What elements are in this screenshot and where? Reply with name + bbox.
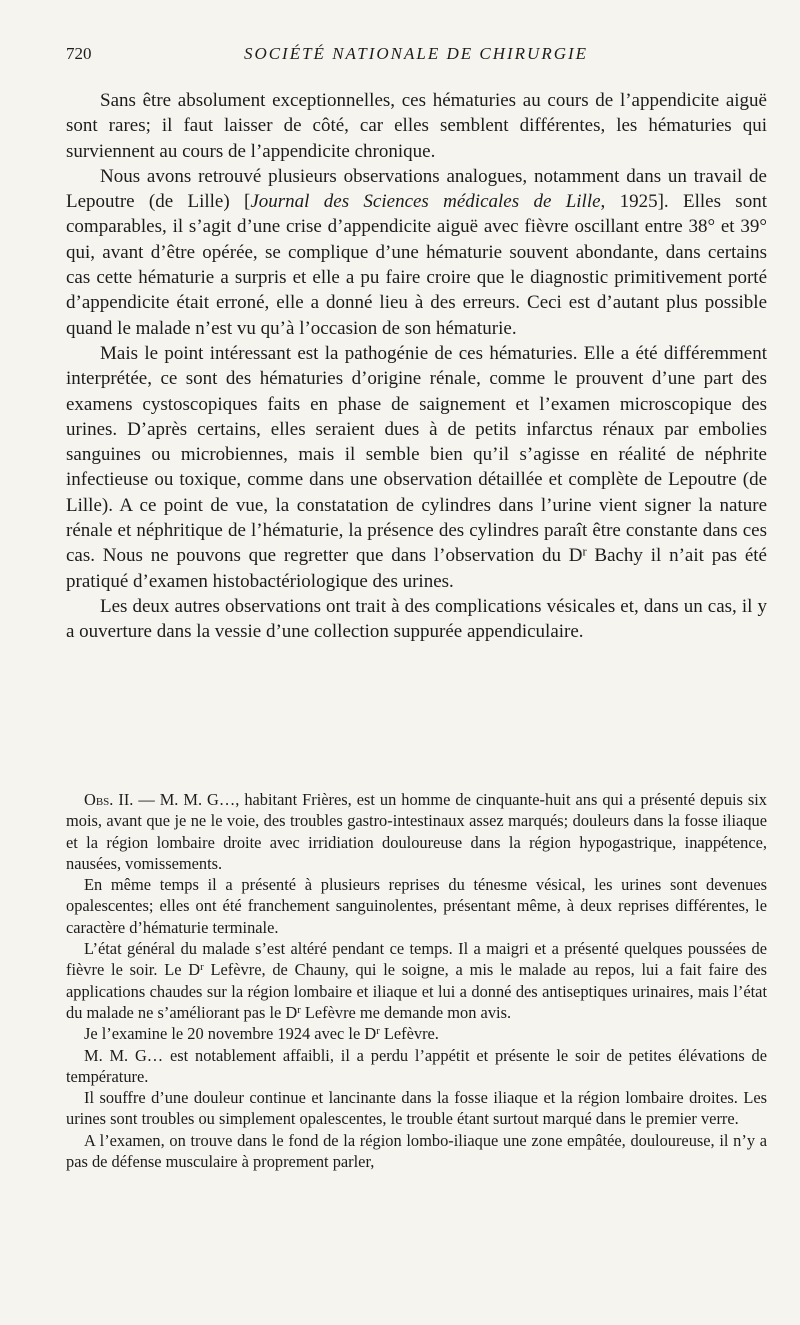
obs-paragraph-3: L’état général du malade s’est altéré pendant ce temps. Il a maigri et a présenté quelques poussées de fièvre le soir. Le $D^r$ Lefèvre, de Chauny, qui le soigne, a mis le malade au repos, lui a fait faire des applications chaudes sur la région lombaire et iliaque et lui a donné des antiseptiques urinaires, mais l’état du malade ne s’améliorant pas le $D^r$ Lefèvre me demande mon avis. — [66, 939, 767, 1022]
obs-paragraph-1: Obs. II. — M. M. G…, habitant Frières, est un homme de cinquante-huit ans qui a présenté depuis six mois, avant que je ne le voie, des troubles gastro-intestinaux assez marqués; douleurs dans la fosse iliaque et la région lombaire droite avec irridiation douloureuse dans la région hypogastrique, inappétence, nausées, vomissements. — [66, 790, 767, 873]
obs-paragraph-2: En même temps il a présenté à plusieurs reprises du ténesme vésical, les urines sont devenues opalescentes; elles ont été franchement sanguinolentes, présentant même, à deux reprises différentes, le caractère d’hématurie terminale. — [66, 875, 767, 937]
running-title: SOCIÉTÉ NATIONALE DE CHIRURGIE — [243, 44, 589, 63]
paragraph-1: Sans être absolument exceptionnelles, ces hématuries au cours de l’appendicite aiguë sont rares; il faut laisser de côté, car elles semblent différentes, les hématuries qui surviennent au cours de l’appendicite chronique. — [66, 90, 767, 162]
obs-label: Obs. II. — [84, 790, 134, 809]
paragraph-3: Mais le point intéressant est la pathogénie de ces hématuries. Elle a été différemment interprétée, ce sont des hématuries d’origine rénale, comme le prouvent d’une part des examens cystoscopiques faits en phase de saignement et l’examen microscopique des urines. D’après certains, elles seraient dues à de petits infarctus rénaux par embolies sanguines ou microbiennes, mais il semble bien qu’il s’agisse en réalité de néphrite infectieuse ou toxique, comme dans une observation détaillée et complète de Lepoutre (de Lille). A ce point de vue, la constatation de cylindres dans l’urine vient signer la nature rénale et néphritique de l’hématurie, la présence des cylindres paraît être constante dans ces cas. Nous ne pouvons que regretter que dans l’observation du $D^r$ Bachy il n’ait pas été pratiqué d’examen histobactériologique des urines. — [66, 342, 767, 592]
obs-paragraph-5: M. M. G… est notablement affaibli, il a perdu l’appétit et présente le soir de petites élévations de température. — [66, 1045, 767, 1086]
main-text — [66, 88, 767, 645]
observation-block — [66, 789, 767, 1172]
obs-paragraph-6: Il souffre d’une douleur continue et lancinante dans la fosse iliaque et la région lombaire droites. Les urines sont troubles ou simplement opalescentes, le trouble étant surtout marqué dans le premier verre. — [66, 1088, 767, 1129]
journal-title: Journal des Sciences médicales de Lille — [250, 191, 601, 213]
paragraph-2: Nous avons retrouvé plusieurs observations analogues, notamment dans un travail de Lepoutre (de Lille) [Journal des Sciences médicales de Lille, 1925]. Elles sont comparables, il s’agit d’une crise d’appendicite aiguë avec fièvre oscillant entre 38° et 39° qui, avant d’être opérée, se complique d’une hématurie souvent abondante, dans certains cas cette hématurie a surpris et elle a pu faire croire que le diagnostic primitivement porté d’appendicite était erroné, elle a donné lieu à des erreurs. Ceci est d’autant plus possible quand le malade n’est vu qu’à l’occasion de son hématurie. — [66, 165, 767, 339]
page-header — [66, 44, 766, 70]
page-number: 720 — [66, 44, 92, 63]
obs-paragraph-4: Je l’examine le 20 novembre 1924 avec le $D^r$ Lefèvre. — [84, 1024, 439, 1044]
obs-paragraph-7: A l’examen, on trouve dans le fond de la région lombo-iliaque une zone empâtée, douloureuse, il n’y a pas de défense musculaire à proprement parler, — [66, 1130, 767, 1172]
paragraph-4: Les deux autres observations ont trait à des complications vésicales et, dans un cas, il y a ouverture dans la vessie d’une collection suppurée appendiculaire. — [66, 595, 767, 643]
